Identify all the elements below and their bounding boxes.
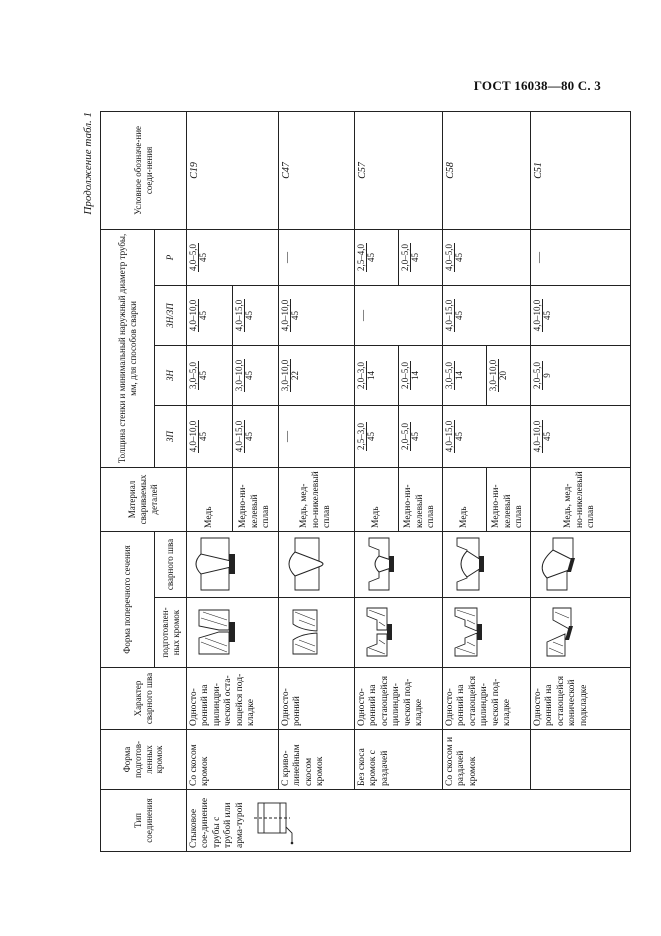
edge-sketch-c51: [531, 598, 631, 668]
zp-c57-cuni: 2,0–5,0 45: [399, 405, 443, 467]
header-weld-character: Характер сварного шва: [101, 668, 187, 730]
zn-c19-copper: 3,0–5,0 45: [187, 345, 233, 405]
joint-diagram: [252, 794, 296, 848]
weld-sketch-c57: [355, 531, 443, 597]
edge-sketch-c58: [443, 598, 531, 668]
znzp-c47: 4,0–10,0 45: [279, 285, 355, 345]
zn-c51: 2,0–5,0 9: [531, 345, 631, 405]
zn-c58-copper: 3,0–5,0 14: [443, 345, 487, 405]
r-c57-cuni: 2,0–5,0 45: [399, 229, 443, 285]
header-zn-zp: ЗН/ЗП: [155, 285, 187, 345]
designation-c47: С47: [279, 111, 355, 229]
header-cross-section: Форма поперечного сечения: [101, 531, 155, 667]
rotated-table-area: [82, 112, 630, 852]
weld-sketch-c58-svg: [445, 534, 519, 594]
edge-sketch-c47-svg: [281, 605, 341, 661]
material-c57-copper: Медь: [355, 467, 399, 531]
edge-form-c57: Без скоса кромок с раздачей: [355, 730, 443, 790]
header-joint-type: Тип соединения: [101, 790, 187, 852]
header-edge-form: Форма подготов-ленных кромок: [101, 730, 187, 790]
joint-type-text: Стыковое сое-динение трубы с трубой или арма-турой: [189, 797, 245, 848]
zp-c51: 4,0–10,0 45: [531, 405, 631, 467]
r-c58: 4,0–5,0 45: [443, 229, 531, 285]
weld-sketch-c19: [187, 531, 279, 597]
weld-sketch-c57-svg: [357, 534, 431, 594]
znzp-c58: 4,0–15,0 45: [443, 285, 531, 345]
material-c47: Медь, мед-но-никелевый сплав: [279, 467, 355, 531]
weld-sketch-c51: [531, 531, 631, 597]
weld-sketch-c47: [279, 531, 355, 597]
header-thickness: Толщина стенки и минимальный наружный диаметр трубы, мм, для способов сварки: [101, 229, 155, 467]
weld-sketch-c58: [443, 531, 531, 597]
rotated-table-content: [82, 112, 630, 852]
edge-form-c58: Со скосом и раздачей кромок: [443, 730, 531, 790]
zp-c57-copper: 2,5–3,0 45: [355, 405, 399, 467]
zp-c19-cuni: 4,0–15,0 45: [233, 405, 279, 467]
header-material: Материал свариваемых деталей: [101, 467, 187, 531]
edge-sketch-c47: [279, 598, 355, 668]
page-header-gost: ГОСТ 16038—80 С. 3: [473, 78, 601, 93]
weld-character-c47: Односто-ронний: [279, 668, 355, 730]
zp-c58: 4,0–15,0 45: [443, 405, 531, 467]
weld-character-c51: Односто-ронний на остающейся конической подкладке: [531, 668, 631, 730]
zn-c57-cuni: 2,0–5,0 14: [399, 345, 443, 405]
r-c57-copper: 2,5–4,0 45: [355, 229, 399, 285]
weld-character-c19: Односто-ронний на цилиндри-ческой оста-ющейся под-кладке: [187, 668, 279, 730]
r-c19: 4,0–5,0 45: [187, 229, 279, 285]
znzp-c19-copper: 4,0–10,0 45: [187, 285, 233, 345]
zn-c47: 3,0–10,0 22: [279, 345, 355, 405]
r-c51: —: [531, 229, 631, 285]
weld-sketch-c51-svg: [533, 534, 603, 594]
designation-c57: С57: [355, 111, 443, 229]
zp-c47: —: [279, 405, 355, 467]
designation-c51: С51: [531, 111, 631, 229]
edge-sketch-c19: [187, 598, 279, 668]
material-c58-copper: Медь: [443, 467, 487, 531]
designation-c58: С58: [443, 111, 531, 229]
weld-sketch-c19-svg: [189, 534, 259, 594]
material-c19-copper: Медь: [187, 467, 233, 531]
edge-sketch-c58-svg: [445, 605, 519, 661]
zn-c19-cuni: 3,0–10,0 45: [233, 345, 279, 405]
continuation-label: Продолжение табл. 1: [82, 112, 94, 215]
edge-sketch-c57: [355, 598, 443, 668]
weld-sketch-c47-svg: [281, 534, 341, 594]
edge-form-c19: Со скосом кромок: [187, 730, 279, 790]
designation-c19: С19: [187, 111, 279, 229]
header-designation: Условное обозначе-ние соеди-нения: [101, 111, 187, 229]
header-r: Р: [155, 229, 187, 285]
edge-form-c51: [531, 730, 631, 790]
gost-table: [100, 111, 631, 852]
material-c58-cuni: Медно-ни-келевый сплав: [487, 467, 531, 531]
joint-type-cell: [187, 790, 631, 852]
header-weld-seam: сварного шва: [155, 531, 187, 597]
header-zn: ЗН: [155, 345, 187, 405]
znzp-c19-cuni: 4,0–15,0 45: [233, 285, 279, 345]
header-prepared-edges: подготовлен-ных кромок: [155, 598, 187, 668]
znzp-c51: 4,0–10,0 45: [531, 285, 631, 345]
zp-c19-copper: 4,0–10,0 45: [187, 405, 233, 467]
zn-c57-copper: 2,0–3,0 14: [355, 345, 399, 405]
material-c19-cuni: Медно-ни-келевый сплав: [233, 467, 279, 531]
r-c47: —: [279, 229, 355, 285]
header-zp: ЗП: [155, 405, 187, 467]
edge-sketch-c57-svg: [357, 605, 431, 661]
weld-character-c58: Односто-ронний на остающейся цилиндри-ческой под-кладке: [443, 668, 531, 730]
edge-form-c47: С криво-линейным скосом кромок: [279, 730, 355, 790]
edge-sketch-c19-svg: [189, 605, 259, 661]
weld-character-c57: Односто-ронний на остающейся цилиндри-ческой под-кладке: [355, 668, 443, 730]
edge-sketch-c51-svg: [533, 605, 603, 661]
material-c57-cuni: Медно-ни-келевый сплав: [399, 467, 443, 531]
zn-c58-cuni: 3,0–10,0 20: [487, 345, 531, 405]
znzp-c57: —: [355, 285, 443, 345]
material-c51: Медь, мед-но-никелевый сплав: [531, 467, 631, 531]
